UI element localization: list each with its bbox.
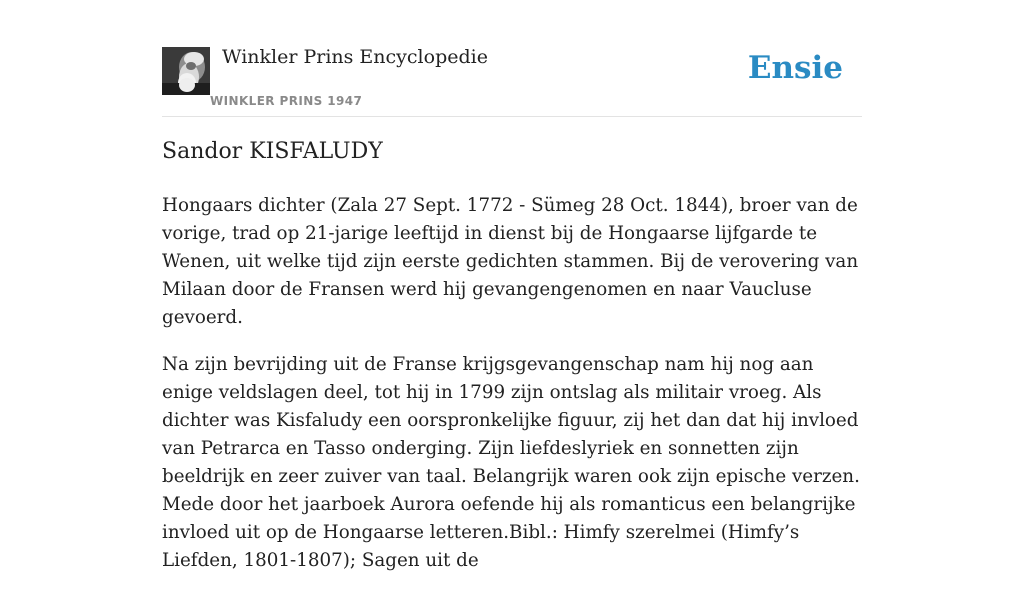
article-paragraph: Na zijn bevrijding uit de Franse krijgsgevangenschap nam hij nog aan enige veldslagen deel, tot hij in 1799 zijn ontslag als militair vroeg. Als dichter was Kisfaludy een oorspronkelijke figuur, zij het dan dat hij invloed van Petrarca en Tasso onderging. Zijn liefdeslyriek en sonnetten zijn beeldrijk en zeer zuiver van taal. Belangrijk waren ook zijn epische verzen. Mede door het jaarboek Aurora oefende hij als romanticus een belangrijke invloed uit op de Hongaarse letteren.Bibl.: Himfy szerelmei (Himfy’s Liefden, 1801-1807); Sagen uit de	[162, 354, 860, 571]
article-paragraph: Hongaars dichter (Zala 27 Sept. 1772 - Sümeg 28 Oct. 1844), broer van de vorige, trad op 21-jarige leeftijd in dienst bij de Hongaarse lijfgarde te Wenen, uit welke tijd zijn eerste gedichten stammen. Bij de verovering van Milaan door de Fransen werd hij gevangengenomen en naar Vaucluse gevoerd.	[162, 195, 859, 328]
site-header	[162, 46, 862, 117]
site-subtitle: WINKLER PRINS 1947	[210, 94, 363, 108]
article-body	[162, 192, 862, 594]
site-title[interactable]: Winkler Prins Encyclopedie	[222, 46, 488, 68]
brand-logo[interactable]: Ensie	[747, 50, 843, 86]
portrait-avatar-icon[interactable]	[162, 47, 210, 95]
article-title: Sandor KISFALUDY	[162, 139, 383, 164]
